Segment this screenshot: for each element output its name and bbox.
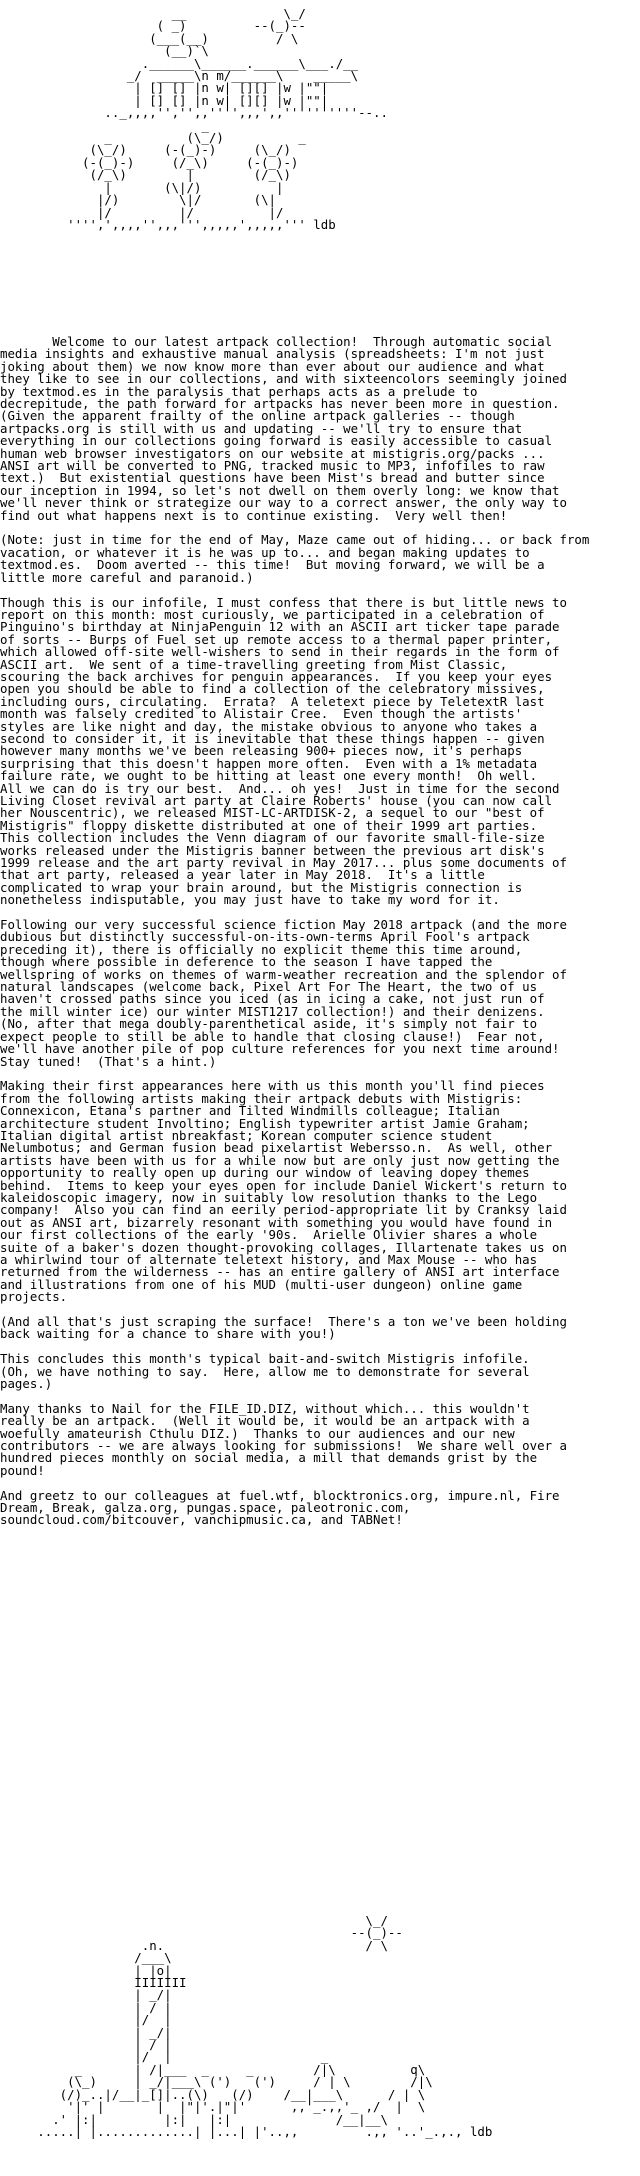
paragraph-maze-note: (Note: just in time for the end of May, Maze came out of hiding... or back from vacation, or whatever it is he was up to... and began making updates to textmod.es. Doom averted -- this time! But moving forward, we will be a little more careful and paranoid.)	[0, 532, 590, 585]
header-ascii-art: __ \_/ ( _) --(_)-- (___(__) / \ (__)`\ .______\______.______\___./__ _/ _____\n m/______\ _____\ | [] [] |n w| [][] |w |""| | [] [] |n w| [][] |w |""| .._,,,,'','',,'''',,,',,''''''''''--.. _ _ (\_/) _ (\_/) (-(_)-) (\_/) (-(_)-) (/_\) (-(_)-) (/_\) | (/_\) | (\|/) | |/) \|/ (\| |/ |/ |/ '''',',,,,'',,,''',,,,,',,,,,''' ldb	[67, 6, 388, 232]
paragraph-surface: (And all that's just scraping the surface! There's a ton we've been holding back waiting for a chance to share with you!)	[0, 1314, 567, 1342]
paragraph-welcome: Welcome to our latest artpack collection! Through automatic social media insights and exhaustive manual analysis (spreadsheets: I'm not just joking about them) we now know more than ever about our audience and what they like to see in our collections, and with sixteencolors seemingly joined by textmod.es in the paralysis that perhaps acts as a prelude to decrepitude, the path forward for artpacks has never been more in question. (Given the apparent frailty of the online artpack galleries -- though artpacks.org is still with us and updating -- we'll try to ensure that everything in our collections going forward is easily accessible to casual human web browser investigators on our website at mistigris.org/packs ... ANSI art will be converted to PNG, tracked music to MP3, infofiles to raw text.) But existential questions have been Mist's bread and butter since our inception in 1994, so let's not dwell on them overly long: we know that we'll never think or strategize our way to a correct answer, the only way to find out what happens next is to continue existing. Very well then!	[0, 334, 567, 523]
paragraph-greetz: And greetz to our colleagues at fuel.wtf, blocktronics.org, impure.nl, Fire Dream, Break, galza.org, pungas.space, paleotronic.com, soundcloud.com/bitcouver, vanchipmusic.ca, and TABNet!	[0, 1487, 560, 1528]
paragraph-conclusion: This concludes this month's typical bait-and-switch Mistigris infofile. (Oh, we have nothing to say. Here, allow me to demonstrate for several pages.)	[0, 1351, 530, 1392]
paragraph-new-artists: Making their first appearances here with us this month you'll find pieces from the following artists making their artpack debuts with Mistigris: Connexicon, Etana's partner and Tilted Windmills colleague; Italian architecture student Involtino; English typewriter artist Jamie Graham; Italian digital artist nbreakfast; Korean computer science student Nelumbotus; and German fusion bead pixelartist Webersso.n. As well, other artists have been with us for a while now but are only just now getting the opportunity to really open up during our window of leaving dopey themes behind. Items to keep your eyes open for include Daniel Wickert's return to kaleidoscopic imagery, now in suitably low resolution thanks to the Lego company! Also you can find an eerily period-appropriate lit by Cranksy laid out as ANSI art, bizarrely resonant with something you would have found in our first collections of the early '90s. Arielle Olivier shares a whole suite of a baker's dozen thought-provoking collages, Illartenate takes us on a whirlwind tour of alternate teletext history, and Max Mouse -- who has returned from the wilderness -- has an entire gallery of ANSI art interface and illustrations from one of his MUD (multi-user dungeon) online game projects.	[0, 1078, 567, 1305]
footer-ascii-art: \_/ --(_)-- .n. / \ /___\ | |o| IIIIIII | _/| | / | |/ | | _/| | / | |/ | _ _ | /|___ _ _ /|\ q\ (\_) | _/|___\ (') (') / | \ /|\ (/)_..|/__|_[]|..(\) (/) /__|___\ / | \ '|' | | |"|'.|"|' ,,'_.,,'_ ,/ | \ .' |:| |:| |:| /__|__\ .....| |.............| |...| |'..,, .,, '..'_.,., ldb	[37, 1913, 493, 2139]
paragraph-theme: Following our very successful science fiction May 2018 artpack (and the more dubious but distinctly successful-on-its-own-terms April Fool's artpack preceding it), there is officially no explicit theme this time around, though where possible in deference to the season I have tapped the wellspring of works on themes of warm-weather recreation and the splendor of natural landscapes (welcome back, Pixel Art For The Heart, the two of us haven't crossed paths since you iced (as in icing a cake, not just run of the mill winter ice) our winter MIST1217 collection!) and their denizens. (No, after that mega doubly-parenthetical aside, it's simply not fair to expect people to still be able to handle that closing clause!) Fear not, we'll have another pile of pop culture references for you next time around! Stay tuned! (That's a hint.)	[0, 917, 567, 1069]
infofile-body	[0, 336, 589, 1527]
paragraph-thanks: Many thanks to Nail for the FILE_ID.DIZ, without which... this wouldn't really be an artpack. (Well it would be, it would be an artpack with a woefully amateurish Cthulu DIZ.) Thanks to our audiences and our new contributors -- we are always looking for submissions! We share well over a hundred pieces monthly on social media, a mill that demands grist by the pound!	[0, 1400, 567, 1478]
paragraph-news: Though this is our infofile, I must confess that there is but little news to report on this month: most curiously, we participated in a celebration of Pinguino's birthday at NinjaPenguin 12 with an ASCII art ticker tape parade of sorts -- Burps of Fuel set up remote access to a thermal paper printer, which allowed off-site well-wishers to send in their regards in the form of ASCII art. We sent of a time-travelling greeting from Mist Classic, scouring the back archives for penguin appearances. If you keep your eyes open you should be able to find a collection of the celebratory missives, including ours, circulating. Errata? A teletext piece by TeletextR last month was falsely credited to Alistair Cree. Even though the artists' styles are like night and day, the mistake obvious to anyone who takes a second to consider it, it is inevitable that these things happen -- given however many months we've been releasing 900+ pieces now, it's perhaps surprising that this doesn't happen more often. Even with a 1% metadata failure rate, we ought to be hitting at least one every month! Oh well. All we can do is try our best. And... oh yes! Just in time for the second Living Closet revival art party at Claire Roberts' house (you can now call her Nouscentric), we released MIST-LC-ARTDISK-2, a sequel to our "best of Mistigris" floppy diskette distributed at one of their 1999 art parties. This collection includes the Venn diagram of our favorite small-file-size works released under the Mistigris banner between the previous art disk's 1999 release and the art party revival in May 2017... plus some documents of that art party, released a year later in May 2018. It's a little complicated to wrap your brain around, but the Mistigris connection is nonetheless indisputable, you may just have to take my word for it.	[0, 594, 567, 908]
